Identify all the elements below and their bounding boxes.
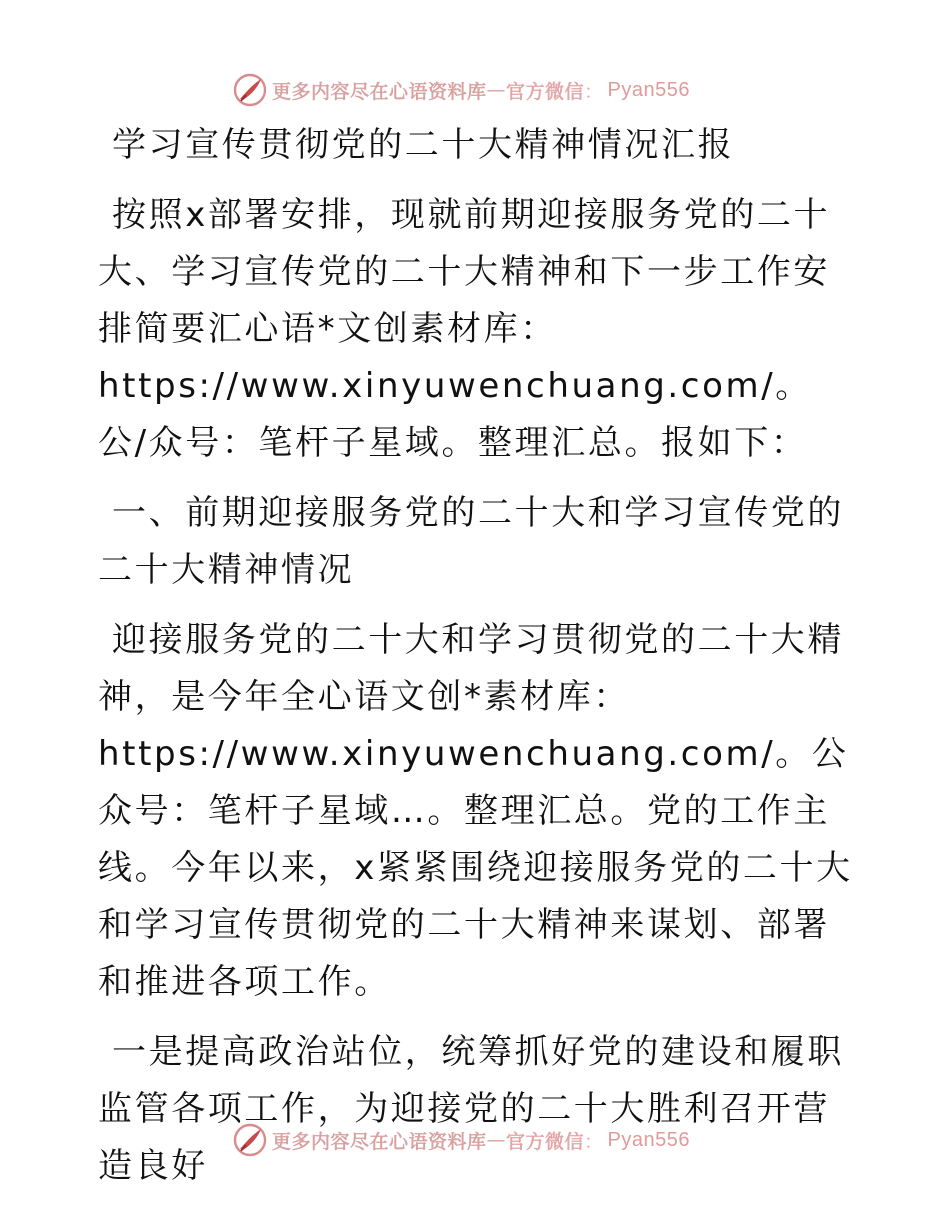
- section-heading: [98, 485, 858, 599]
- section-heading-text: 一、前期迎接服务党的二十大和学习宣传党的二十大精神情况: [98, 493, 844, 590]
- watermark-id: Pyan556: [607, 1128, 691, 1151]
- document-title: [98, 117, 858, 174]
- header-watermark: [232, 70, 752, 110]
- paragraph-text: 按照x部署安排，现就前期迎接服务党的二十大、学习宣传党的二十大精神和下一步工作安排简要汇心语*文创素材库：https://www.xinyuwenchuang.com/。公/众号：笔杆子星域。整理汇总。报如下：: [98, 195, 831, 463]
- watermark-official: 官方微信: [506, 1130, 585, 1153]
- document-title-text: 学习宣传贯彻党的二十大精神情况汇报: [112, 125, 735, 165]
- watermark-separator: —: [486, 1129, 507, 1151]
- document-body: [98, 117, 858, 1195]
- paragraph-text: 迎接服务党的二十大和学习贯彻党的二十大精神，是今年全心语文创*素材库：https://www.xinyuwenchuang.com/。公众号：笔杆子星域…。整理汇总。党的工作主线。今年以来，x紧紧围绕迎接服务党的二十大和学习宣传贯彻党的二十大精神来谋划、部署和推进各项工作。: [98, 620, 853, 1002]
- paragraph: [98, 612, 858, 1011]
- watermark-id: Pyan556: [607, 78, 691, 101]
- footer-watermark: [232, 1120, 752, 1160]
- paragraph: [98, 187, 858, 472]
- paragraph: [98, 1024, 858, 1195]
- watermark-official: 官方微信: [506, 80, 585, 103]
- watermark-brand: 更多内容尽在心语资料库: [272, 80, 487, 103]
- watermark-brand: 更多内容尽在心语资料库: [272, 1130, 487, 1153]
- quill-logo-icon: [232, 72, 268, 108]
- watermark-colon: ：: [584, 80, 604, 103]
- paragraph-text: 一是提高政治站位，统筹抓好党的建设和履职监管各项工作，为迎接党的二十大胜利召开营造良好: [98, 1032, 844, 1186]
- quill-logo-icon: [232, 1122, 268, 1158]
- watermark-colon: ：: [584, 1130, 604, 1153]
- watermark-separator: —: [486, 79, 507, 101]
